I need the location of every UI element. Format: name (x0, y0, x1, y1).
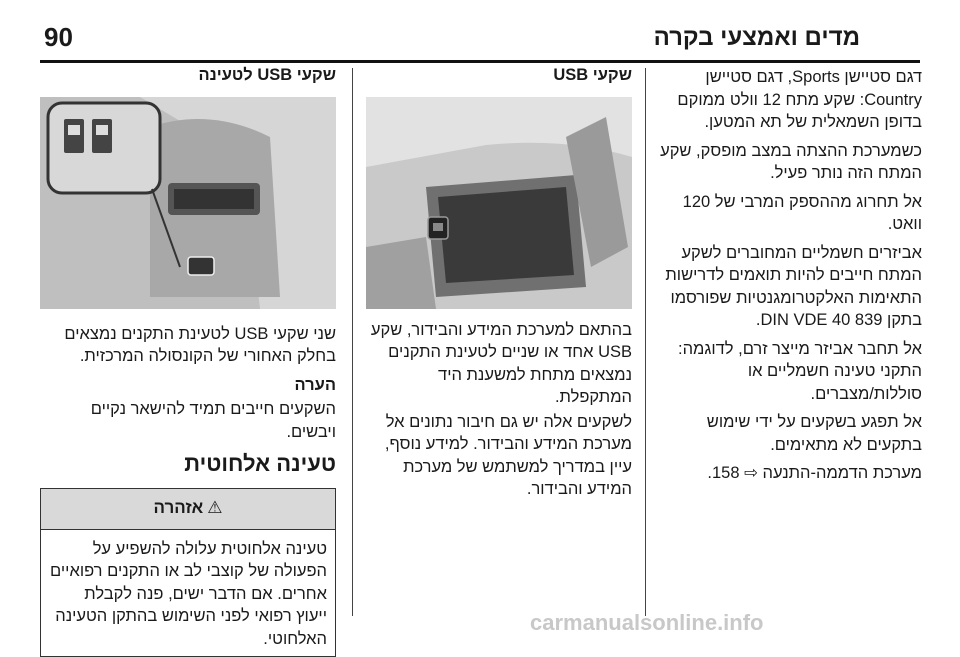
note-text: השקעים חייבים תמיד להישאר נקיים ויבשים. (40, 398, 336, 443)
header-rule (40, 60, 920, 63)
paragraph: כשמערכת ההצתה במצב מופסק, שקע המתח הזה נותר פעיל. (650, 140, 922, 185)
page-number: 90 (44, 22, 73, 53)
paragraph: אל תחבר אביזר מייצר זרם, לדוגמה: התקני טעינה חשמליים או סוללות/מצברים. (650, 338, 922, 406)
warning-box (40, 488, 336, 657)
paragraph: שני שקעי USB לטעינת התקנים נמצאים בחלק האחורי של הקונסולה המרכזית. (40, 323, 336, 368)
paragraph: אל תפגע בשקעים על ידי שימוש בתקעים לא מתאימים. (650, 411, 922, 456)
watermark: carmanualsonline.info (530, 610, 764, 636)
paragraph: אביזרים חשמליים המחוברים לשקע המתח חייבים להיות תואמים לדרישות התאימות האלקטרומגנטיות שפורסמו בתקן DIN VDE 40 839. (650, 242, 922, 332)
paragraph: לשקעים אלה יש גם חיבור נתונים אל מערכת המידע והבידור. למידע נוסף, עיין במדריך למשתמש של מערכת המידע והבידור. (366, 411, 632, 501)
rear-console-photo (40, 97, 336, 309)
note-title: הערה (40, 374, 336, 397)
usb-armrest-photo (366, 97, 632, 309)
usb-sockets-title: שקעי USB (366, 64, 632, 87)
wireless-charging-heading: טעינה אלחוטית (40, 453, 336, 476)
warning-title: אזהרה (154, 497, 204, 520)
rear-console-illustration (40, 97, 336, 309)
middle-column (366, 64, 632, 507)
usb-charging-title: שקעי USB לטעינה (40, 64, 336, 87)
warning-icon: ⚠ (207, 497, 222, 520)
warning-header (41, 489, 335, 530)
console-illustration (366, 97, 632, 309)
page-title: מדים ואמצעי בקרה (654, 24, 860, 52)
column-divider (645, 68, 646, 616)
column-divider (352, 68, 353, 616)
paragraph: מערכת הדממה-התנעה ⇨ 158. (650, 462, 922, 485)
page-header (0, 0, 960, 66)
right-column (650, 66, 922, 491)
paragraph: בהתאם למערכת המידע והבידור, שקע USB אחד או שניים לטעינת התקנים נמצאים מתחת למשענת היד המתקפלת. (366, 319, 632, 409)
paragraph: אל תחרוג מההספק המרבי של 120 וואט. (650, 191, 922, 236)
warning-text: טעינה אלחוטית עלולה להשפיע על הפעולה של קוצבי לב או התקנים רפואיים אחרים. אם הדבר ישים, פנה לקבלת ייעוץ רפואי לפני השימוש בהתקן הטעינה האלחוטי. (41, 530, 335, 657)
paragraph: דגם סטיישן Sports, דגם סטיישן Country: שקע מתח 12 וולט ממוקם בדופן השמאלית של תא המטען. (650, 66, 922, 134)
left-column (40, 64, 336, 657)
